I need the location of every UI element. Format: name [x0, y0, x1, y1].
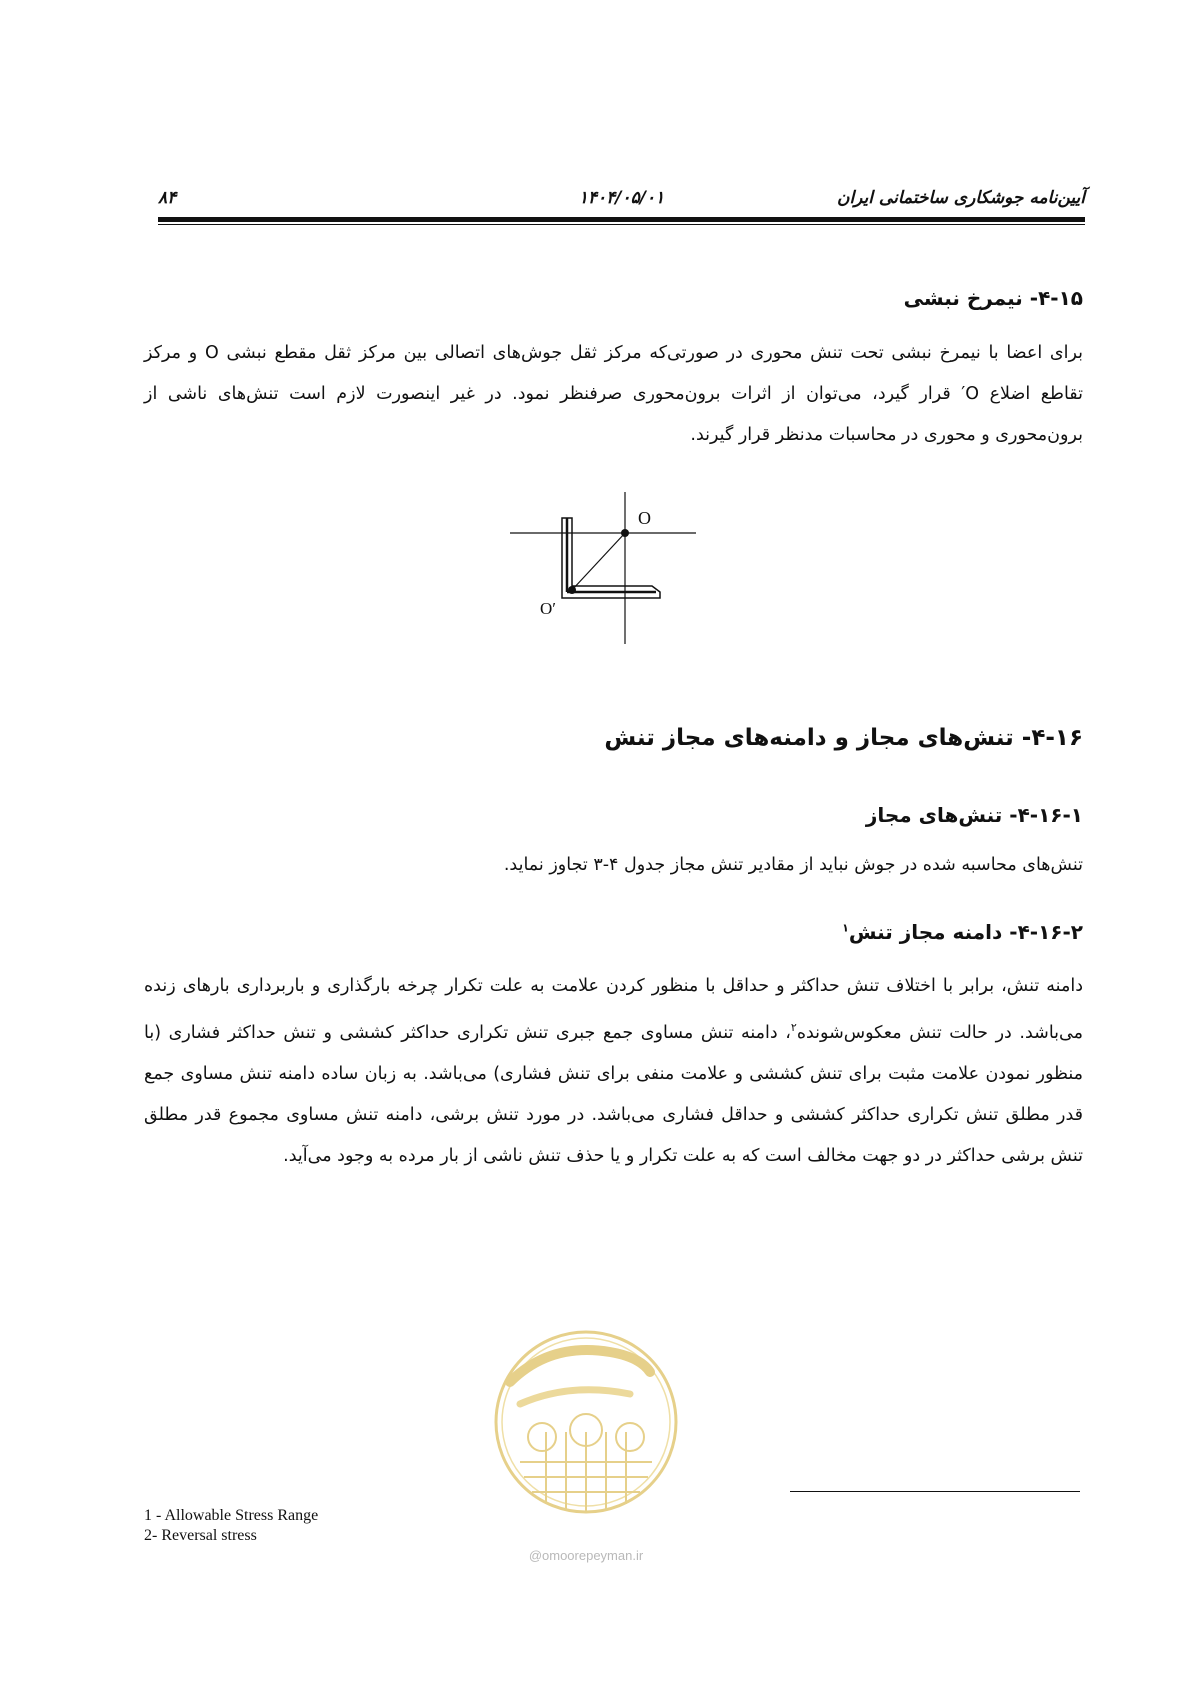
section-4-16-2-text-b: ، دامنه تنش مساوی جمع جبری تنش تکراری حداکثر کششی و تنش حداکثر فشاری (با منظور نمودن علامت مثبت برای تنش کششی و علامت منفی برای تنش فشاری) می‌باشد. به زبان ساده دامنه تنش مساوی جمع قدر مطلق تنش تکراری حداکثر کششی و حداقل فشاری می‌باشد. در مورد تنش برشی، دامنه تنش مساوی مجموع قدر مطلق تنش برشی حداکثر در دو جهت مخالف است که به علت تکرار و یا حذف تنش ناشی از بار مرده به وجود می‌آید.	[144, 1022, 1083, 1166]
section-heading-4-16: ۴-۱۶- تنش‌های مجاز و دامنه‌های مجاز تنش	[604, 725, 1083, 751]
section-heading-4-16-2-text: ۴-۱۶-۲- دامنه مجاز تنش	[848, 920, 1083, 944]
header-book-title: آیین‌نامه جوشکاری ساختمانی ایران	[836, 188, 1085, 208]
footnote-ref-1: ۱	[842, 921, 849, 935]
header-page-number: ۸۴	[158, 188, 177, 208]
page-header	[158, 188, 1085, 212]
angle-section-drawing	[500, 488, 700, 648]
watermark-seal-icon	[490, 1312, 682, 1548]
header-date: ۱۴۰۴/۰۵/۰۱	[578, 188, 665, 208]
section-heading-4-15: ۴-۱۵- نیمرخ نبشی	[903, 286, 1083, 310]
footnote-separator	[790, 1491, 1080, 1492]
header-rule-thin	[158, 224, 1085, 225]
angle-section-figure	[500, 488, 700, 648]
footnote-ref-2: ۲	[790, 1021, 797, 1034]
header-rule-thick	[158, 217, 1085, 222]
watermark-logo	[490, 1312, 682, 1552]
footnote-2: 2- Reversal stress	[144, 1527, 257, 1544]
figure-label-o: O	[638, 508, 651, 528]
section-4-15-paragraph: برای اعضا با نیمرخ نبشی تحت تنش محوری در صورتی‌که مرکز ثقل جوش‌های اتصالی بین مرکز ثقل مقطع نبشی O و مرکز تقاطع اضلاع O′ قرار گیرد، می‌توان از اثرات برون‌محوری صرفنظر نمود. در غیر اینصورت لازم است تنش‌های ناشی از برون‌محوری و محوری در محاسبات مدنظر قرار گیرند.	[144, 343, 1084, 445]
figure-label-o-prime: O′	[540, 599, 556, 618]
footnote-1: 1 - Allowable Stress Range	[144, 1507, 319, 1524]
watermark-url: @omoorepeyman.ir	[528, 1548, 644, 1563]
section-heading-4-16-2	[842, 920, 1083, 944]
section-4-16-2-paragraph	[144, 966, 1083, 1177]
footnotes	[144, 1506, 318, 1546]
section-heading-4-16-1: ۴-۱۶-۱- تنش‌های مجاز	[865, 803, 1083, 827]
section-4-16-1-paragraph: تنش‌های محاسبه شده در جوش نباید از مقادیر تنش مجاز جدول ۴-۳ تجاوز نماید.	[503, 855, 1083, 875]
section-4-16-2-text-a: دامنه تنش، برابر با اختلاف تنش حداکثر و حداقل با منظور کردن علامت به علت تکرار چرخه بارگذاری و باربرداری بارهای زنده می‌باشد. در حالت تنش معکوس‌شونده	[144, 976, 1083, 1043]
